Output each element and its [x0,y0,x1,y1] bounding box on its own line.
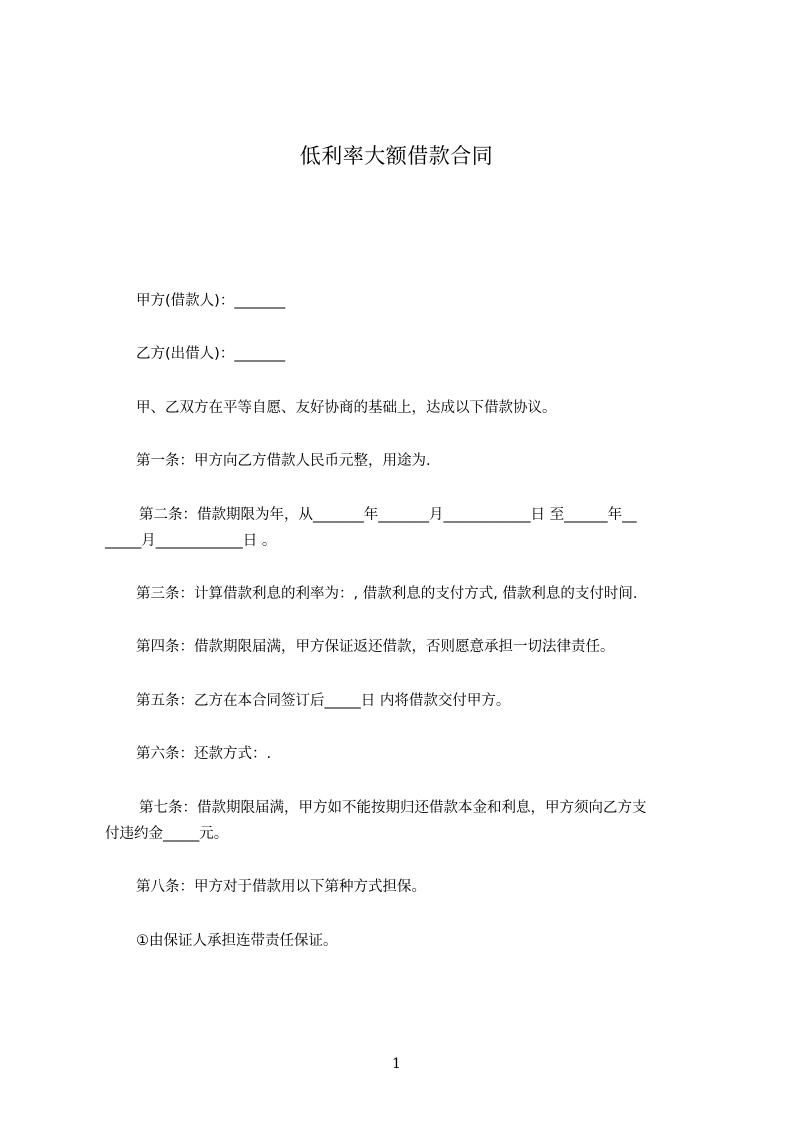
clause-4: 第四条：借款期限届满，甲方保证返还借款，否则愿意承担一切法律责任。 [136,639,615,655]
party-b-line: 乙方(出借人)：_______ [136,346,286,362]
page-number: 1 [392,1056,401,1072]
document-title: 低利率大额借款合同 [299,144,494,168]
clause-8: 第八条：甲方对于借款用以下第种方式担保。 [136,879,426,895]
clause-1: 第一条：甲方向乙方借款人民币元整，用途为. [136,453,431,469]
clause-5: 第五条：乙方在本合同签订后_____日 内将借款交付甲方。 [136,693,511,709]
clause-7-line-1: 第七条：借款期限届满，甲方如不能按期归还借款本金和利息，甲方须向乙方支 [139,800,647,816]
clause-2-line-1: 第二条：借款期限为年，从_______年_______月____________日 至______年__ [139,507,637,523]
guarantee-option-1: ①由保证人承担连带责任保证。 [136,933,338,949]
agreement-intro: 甲、乙双方在平等自愿、友好协商的基础上，达成以下借款协议。 [136,400,557,416]
clause-2-line-2: _____月____________日 。 [105,533,277,549]
clause-7-line-2: 付违约金_____元。 [105,826,229,842]
clause-6: 第六条：还款方式：. [136,746,272,762]
party-a-line: 甲方(借款人)：_______ [136,293,286,309]
clause-3: 第三条：计算借款利息的利率为：, 借款利息的支付方式, 借款利息的支付时间. [136,586,638,602]
